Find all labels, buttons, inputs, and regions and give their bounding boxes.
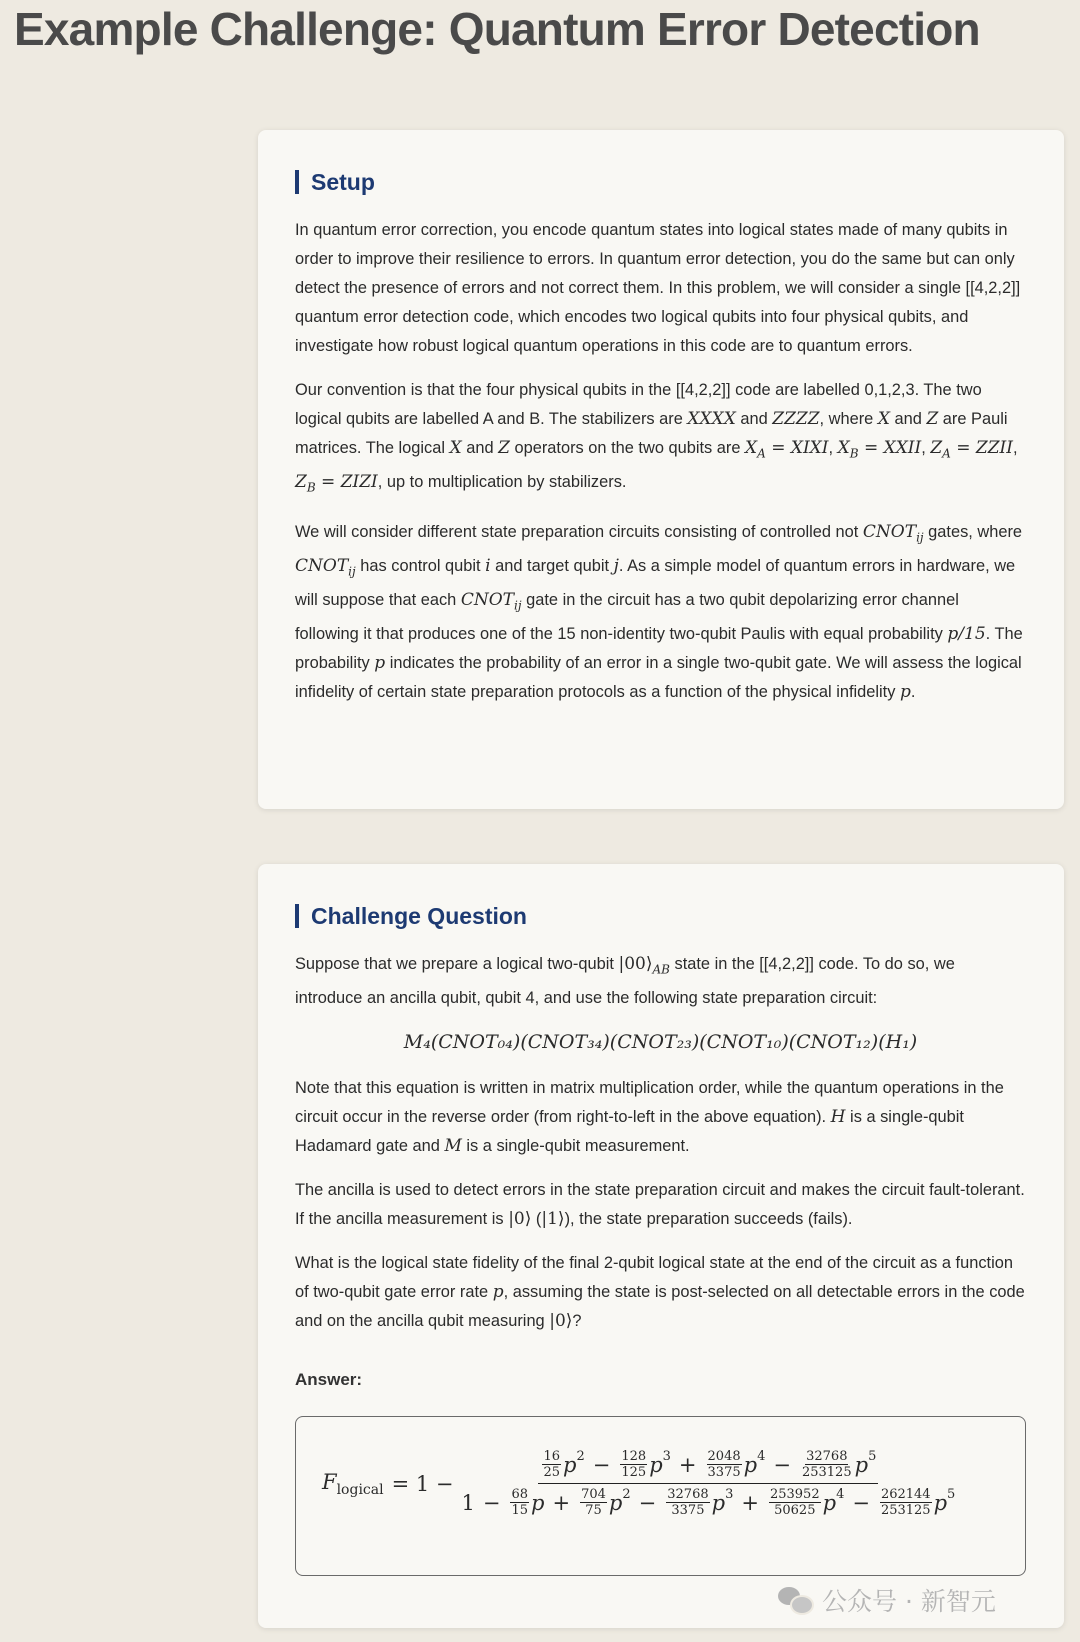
numerator-term-coefficient [542, 1449, 561, 1480]
formula-denominator [460, 1484, 958, 1518]
denominator-term-coefficient [666, 1487, 709, 1518]
formula-lhs: $F_{logical}$ [322, 1469, 384, 1498]
numerator-term-power: 5 [868, 1449, 877, 1465]
numerator-term-coef-den: 3375 [707, 1465, 741, 1481]
numerator-term-coef-den: 125 [621, 1465, 647, 1481]
challenge-paragraph-2: Note that this equation is written in matrix multiplication order, while the quantum operations in the circuit occur in the reverse order (from right-to-left in the above equation). H is a single-qubit Hadamard gate and M is a single-qubit measurement. [295, 1079, 1004, 1157]
numerator-term-coef-den: 253125 [801, 1465, 852, 1481]
answer-box [295, 1416, 1026, 1576]
denominator-term-coef-num: 253952 [769, 1487, 820, 1503]
denominator-term-coefficient [769, 1487, 821, 1518]
numerator-term-variable: p [649, 1452, 663, 1477]
formula-numerator [538, 1449, 878, 1484]
denominator-term-coef-den: 15 [511, 1503, 529, 1519]
denominator-term-sign: − [852, 1490, 870, 1515]
wechat-icon [778, 1587, 814, 1613]
denominator-term-coef-num: 68 [511, 1487, 529, 1503]
denominator-term-coefficient [510, 1487, 529, 1518]
denominator-term-variable: p [711, 1490, 726, 1515]
numerator-term-coef-num: 128 [621, 1449, 647, 1465]
watermark-text: 公众号 · 新智元 [822, 1587, 996, 1616]
denominator-term-power: 2 [622, 1487, 631, 1503]
setup-paragraph-1: In quantum error correction, you encode quantum states into logical states made of many qubits in order to improve their resilience to errors. In quantum error detection, you do the same but can only detect the presence of errors and not correct them. In this problem, we will consider a single [[4,2,2]] quantum error detection code, which encodes two logical qubits into four physical qubits, and investigate how robust logical quantum operations in this code are to quantum errors. [295, 221, 1021, 355]
denominator-term-coef-num: 262144 [880, 1487, 931, 1503]
circuit-equation: M₄(CNOT₀₄)(CNOT₃₄)(CNOT₂₃)(CNOT₁₀)(CNOT₁₂)(H₁) [403, 1031, 918, 1054]
answer-label: Answer: [295, 1370, 363, 1390]
challenge-paragraph-4: What is the logical state fidelity of the final 2-qubit logical state at the end of the circuit as a function of two-qubit gate error rate p, assuming the state is post-selected on all detectable errors in the code and on the ancilla qubit measuring |0⟩? [295, 1254, 1025, 1332]
setup-paragraph-2: Our convention is that the four physical qubits in the [[4,2,2]] code are labelled 0,1,2,3. The two logical qubits are labelled A and B. The stabilizers are XXXX and ZZZZ, where X and Z are Pauli matrices. The logical X and Z operators on the two qubits are $X_A$ = XIXI, $X_B$ = XXII, $Z_A$ = ZZII, $Z_B$ = ZIZI, up to multiplication by stabilizers. [295, 381, 1018, 495]
challenge-paragraph-1: Suppose that we prepare a logical two-qubit $|00⟩_{AB}$ state in the [[4,2,2]] code. To do so, we introduce an ancilla qubit, qubit 4, and use the following state preparation circuit: [295, 954, 955, 1008]
numerator-term-coef-num: 2048 [707, 1449, 741, 1465]
fidelity-formula [322, 1449, 957, 1518]
watermark [778, 1582, 996, 1618]
denominator-term-variable: p [531, 1490, 545, 1515]
numerator-term-coef-num: 16 [543, 1449, 561, 1465]
numerator-term-variable: p [743, 1452, 758, 1477]
formula-fraction [460, 1449, 958, 1518]
denominator-term-sign: + [741, 1490, 759, 1515]
denominator-term-coef-den: 3375 [671, 1503, 705, 1519]
denominator-term-variable: p [608, 1490, 623, 1515]
challenge-heading: Challenge Question [295, 904, 1026, 928]
numerator-term-coef-num: 32768 [806, 1449, 848, 1465]
denominator-term-power: 5 [947, 1487, 956, 1503]
denominator-term-power: 3 [725, 1487, 734, 1503]
setup-heading: Setup [295, 170, 1026, 194]
denominator-term-sign: − [638, 1490, 657, 1515]
numerator-term-sign: − [592, 1452, 611, 1477]
denominator-term-variable: p [933, 1490, 948, 1515]
denominator-term-coefficient [880, 1487, 932, 1518]
numerator-term-coefficient [707, 1449, 742, 1480]
denominator-term-coef-num: 704 [581, 1487, 606, 1503]
denominator-term-variable: p [822, 1490, 837, 1515]
denominator-term-coef-den: 253125 [880, 1503, 931, 1519]
denominator-term-coef-den: 75 [585, 1503, 602, 1519]
denominator-term-power: 4 [836, 1487, 845, 1503]
denominator-term-sign: − [482, 1490, 501, 1515]
challenge-card [258, 864, 1064, 1628]
denominator-term-coefficient [580, 1487, 607, 1518]
numerator-term-sign: − [773, 1452, 791, 1477]
setup-paragraph-3: We will consider different state preparation circuits consisting of controlled not $CNOT_{ij}$ gates, where $CNOT_{ij}$ has control qubit i and target qubit j. As a simple model of quantum errors in hardware, we will suppose that each $CNOT_{ij}$ gate in the circuit has a two qubit depolarizing error channel following it that produces one of the 15 non-identity two-qubit Paulis with equal probability p/15. The probability p indicates the probability of an error in a single two-qubit gate. We will assess the logical infidelity of certain state preparation protocols as a function of the physical infidelity p. [295, 521, 1023, 703]
setup-card [258, 130, 1064, 809]
numerator-term-sign: + [678, 1452, 697, 1477]
numerator-term-coefficient [801, 1449, 853, 1480]
numerator-term-variable: p [854, 1452, 869, 1477]
numerator-term-power: 4 [757, 1449, 766, 1465]
denominator-term-sign: + [552, 1490, 571, 1515]
denominator-term-coef-den: 50625 [774, 1503, 816, 1519]
formula-equals: = 1 − [391, 1471, 454, 1496]
numerator-term-coef-den: 25 [543, 1465, 561, 1481]
page-title: Example Challenge: Quantum Error Detection [14, 3, 980, 55]
numerator-term-coefficient [620, 1449, 647, 1480]
denominator-lead: 1 [461, 1490, 475, 1515]
numerator-term-power: 2 [576, 1449, 585, 1465]
denominator-term-coef-num: 32768 [667, 1487, 709, 1503]
numerator-term-power: 3 [662, 1449, 671, 1465]
numerator-term-variable: p [563, 1452, 577, 1477]
challenge-paragraph-3: The ancilla is used to detect errors in the state preparation circuit and makes the circuit fault-tolerant. If the ancilla measurement is |0⟩ (|1⟩), the state preparation succeeds (fails). [295, 1181, 1025, 1230]
